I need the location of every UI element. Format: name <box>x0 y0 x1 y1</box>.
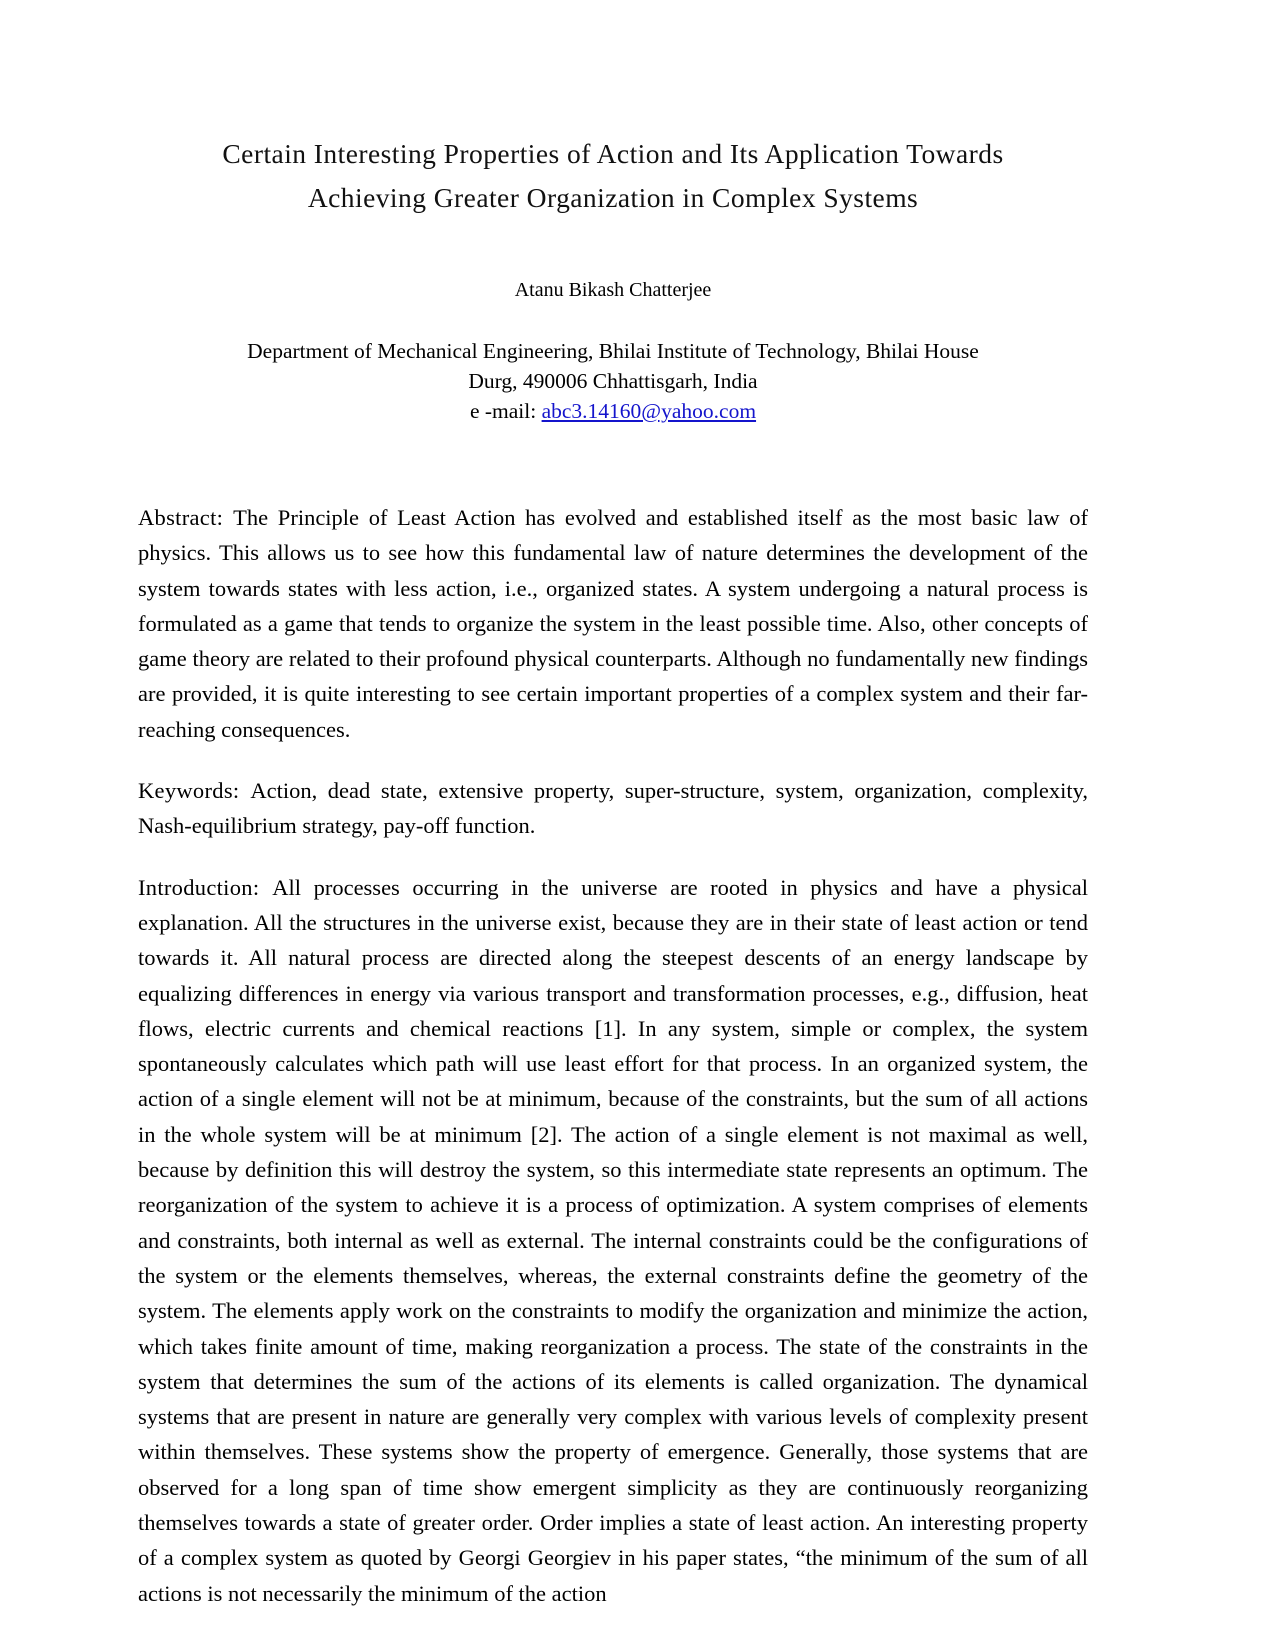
page-content <box>138 0 1088 1611</box>
keywords-heading: Keywords: <box>138 778 251 804</box>
introduction-heading: Introduction: <box>138 874 273 900</box>
email-link[interactable]: abc3.14160@yahoo.com <box>541 399 757 423</box>
keywords-text: Action, dead state, extensive property, super-structure, system, organization, complexity, Nash-equilibrium strategy, pay-off function. <box>138 778 1088 839</box>
abstract-paragraph <box>138 500 1088 747</box>
email-label: e -mail: <box>469 399 542 423</box>
paper-body <box>138 500 1088 1611</box>
affiliation-email-line <box>138 396 1088 426</box>
introduction-paragraph <box>138 870 1088 1611</box>
paper-title-line-2: Achieving Greater Organization in Complex Systems <box>307 182 919 213</box>
paper-title <box>138 132 1088 220</box>
introduction-text: All processes occurring in the universe are rooted in physics and have a physical explanation. All the structures in the universe exist, because they are in their state of least action or tend towards it. All natural process are directed along the steepest descents of an energy landscape by equalizing differences in energy via various transport and transformation processes, e.g., diffusion, heat flows, electric currents and chemical reactions [1]. In any system, simple or complex, the system spontaneously calculates which path will use least effort for that process. In an organized system, the action of a single element will not be at minimum, because of the constraints, but the sum of all actions in the whole system will be at minimum [2]. The action of a single element is not maximal as well, because by definition this will destroy the system, so this intermediate state represents an optimum. The reorganization of the system to achieve it is a process of optimization. A system comprises of elements and constraints, both internal as well as external. The internal constraints could be the configurations of the system or the elements themselves, whereas, the external constraints define the geometry of the system. The elements apply work on the constraints to modify the organization and minimize the action, which takes finite amount of time, making reorganization a process. The state of the constraints in the system that determines the sum of the actions of its elements is called organization. The dynamical systems that are present in nature are generally very complex with various levels of complexity present within themselves. These systems show the property of emergence. Generally, those systems that are observed for a long span of time show emergent simplicity as they are continuously reorganizing themselves towards a state of greater order. Order implies a state of least action. An interesting property of a complex system as quoted by Georgi Georgiev in his paper states, “the minimum of the sum of all actions is not necessarily the minimum of the action <box>138 874 1088 1606</box>
keywords-paragraph <box>138 773 1088 844</box>
author-name: Atanu Bikash Chatterjee <box>514 279 712 301</box>
paper-title-line-1: Certain Interesting Properties of Action and Its Application Towards <box>222 138 1004 169</box>
affiliation-line-2: Durg, 490006 Chhattisgarh, India <box>468 369 758 393</box>
abstract-heading: Abstract: <box>138 505 234 530</box>
author-affiliation <box>138 336 1088 426</box>
affiliation-line-1: Department of Mechanical Engineering, Bhilai Institute of Technology, Bhilai House <box>247 339 979 363</box>
abstract-text: The Principle of Least Action has evolved and established itself as the most basic law of physics. This allows us to see how this fundamental law of nature determines the development of the system towards states with less action, i.e., organized states. A system undergoing a natural process is formulated as a game that tends to organize the system in the least possible time. Also, other concepts of game theory are related to their profound physical counterparts. Although no fundamentally new findings are provided, it is quite interesting to see certain important properties of a complex system and their far-reaching consequences. <box>138 505 1088 742</box>
